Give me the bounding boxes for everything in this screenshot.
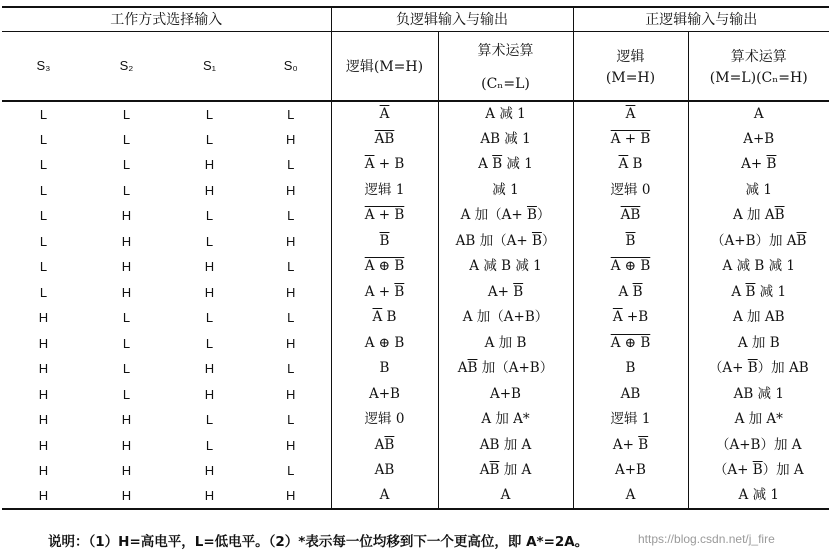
cell-s0: L (287, 310, 295, 326)
cell-neg-arith: A $\overline{B}$ 减 1 (438, 152, 573, 178)
cell-s0: H (286, 131, 296, 147)
table-row (2, 331, 829, 357)
cell-pos-arith: A 加 AB (688, 305, 829, 331)
header-pos-arith-label: 算术运算 (730, 48, 787, 65)
header-neg-arith (438, 31, 573, 101)
cell-neg-arith: $A\overline{B}$ 加 A (438, 458, 573, 484)
cell-neg-logic: A ⊕ B (331, 331, 438, 357)
cell-s2: L (122, 131, 131, 147)
cell-pos-logic: $\overline{AB}$ (573, 203, 688, 229)
cell-neg-arith: A 减 1 (438, 101, 573, 127)
table-row (2, 305, 829, 331)
watermark: https://blog.csdn.net/j_fire (638, 532, 775, 546)
cell-neg-arith: A 减 B 减 1 (438, 254, 573, 280)
cell-s0: L (287, 412, 295, 428)
cell-s3: L (39, 284, 48, 300)
cell-s3: L (39, 131, 48, 147)
cell-neg-logic: $\overline{B}$ (331, 229, 438, 255)
header-s0: S₀ (251, 31, 331, 101)
cell-s2: L (122, 335, 131, 351)
cell-s2: H (121, 233, 132, 249)
cell-s0: L (287, 106, 295, 122)
cell-s1: L (205, 208, 214, 224)
cell-s2: L (122, 106, 131, 122)
cell-s3: L (39, 157, 48, 173)
cell-pos-arith: A (688, 101, 829, 127)
cell-s0: H (286, 182, 296, 198)
cell-s0: L (287, 259, 295, 275)
cell-neg-logic: A + B (331, 203, 438, 229)
cell-s2: H (121, 259, 132, 275)
cell-s3: L (39, 259, 48, 275)
cell-s2: L (122, 386, 131, 402)
cell-s3: L (39, 233, 48, 249)
cell-pos-arith: A 减 1 (688, 484, 829, 510)
cell-s3: H (38, 361, 49, 377)
table-row (2, 356, 829, 382)
cell-pos-logic: $A+ \overline{B}$ (573, 433, 688, 459)
cell-s0: H (286, 284, 296, 300)
cell-neg-arith: A 加$(A+ \overline{B})$ (438, 203, 573, 229)
cell-pos-arith: （A+B）加 A (688, 433, 829, 459)
cell-s1: H (204, 182, 215, 198)
cell-pos-arith: A 加 B (688, 331, 829, 357)
cell-neg-arith: $A+ \overline{B}$ (438, 280, 573, 306)
table-row (2, 280, 829, 306)
cell-neg-arith: AB 加 A (438, 433, 573, 459)
header-pos-arith-cond: (M=L)(Cₙ=H) (709, 69, 808, 86)
cell-s1: L (205, 437, 214, 453)
cell-pos-logic: A+B (573, 458, 688, 484)
cell-s1: H (168, 484, 251, 510)
cell-pos-logic: A + B (573, 127, 688, 153)
function-table (2, 6, 829, 510)
header-positive-logic-group: 正逻辑输入与输出 (573, 7, 829, 31)
header-pos-logic-label: 逻辑 (616, 48, 645, 65)
cell-s1: H (204, 157, 215, 173)
cell-s1: L (205, 106, 214, 122)
cell-pos-arith: AB 减 1 (688, 382, 829, 408)
cell-s3: H (38, 412, 49, 428)
cell-pos-arith: $A+ \overline{B}$ (688, 152, 829, 178)
cell-pos-logic: $\overline{A}$ (573, 101, 688, 127)
cell-pos-logic: A $\overline{B}$ (573, 280, 688, 306)
header-s3: S₃ (2, 31, 85, 101)
cell-neg-arith: A 加（A+B） (438, 305, 573, 331)
cell-neg-arith: $A\overline{B}$ 加（A+B） (438, 356, 573, 382)
cell-neg-logic: $\overline{AB}$ (331, 127, 438, 153)
cell-neg-logic: 逻辑 0 (331, 407, 438, 433)
cell-pos-logic: B (573, 356, 688, 382)
cell-s0: L (287, 361, 295, 377)
cell-pos-logic: $\overline{B}$ (573, 229, 688, 255)
cell-neg-arith: AB 减 1 (438, 127, 573, 153)
footnote: 说明：（1）H=高电平，L=低电平。（2）*表示每一位均移到下一个更高位，即 A*=2A。 (48, 534, 589, 550)
cell-neg-logic: $\overline{A} + B$ (331, 152, 438, 178)
cell-neg-logic: B (331, 356, 438, 382)
cell-neg-arith: AB 加$(A+ \overline{B})$ (438, 229, 573, 255)
cell-pos-logic: A ⊕ B (573, 331, 688, 357)
cell-s2: L (122, 361, 131, 377)
cell-s2: L (122, 157, 131, 173)
table-row (2, 433, 829, 459)
cell-s3: H (38, 386, 49, 402)
cell-s0: H (286, 335, 296, 351)
cell-pos-arith: A 加 A* (688, 407, 829, 433)
cell-s2: H (121, 412, 132, 428)
cell-pos-logic: 逻辑 1 (573, 407, 688, 433)
header-neg-arith-label: 算术运算 (477, 42, 534, 59)
table-row (2, 152, 829, 178)
cell-s1: H (204, 463, 215, 479)
cell-neg-logic: $\overline{A}$ B (331, 305, 438, 331)
header-s1: S₁ (168, 31, 251, 101)
cell-s1: H (204, 386, 215, 402)
cell-s0: H (286, 233, 296, 249)
cell-s1: L (205, 412, 214, 428)
table-row (2, 178, 829, 204)
cell-s3: H (38, 310, 49, 326)
cell-neg-logic: $\overline{A}$ (331, 101, 438, 127)
function-table-body (2, 101, 829, 509)
cell-s3: H (2, 484, 85, 510)
cell-pos-logic: $\overline{A} +B$ (573, 305, 688, 331)
cell-pos-arith: $(A+ \overline{B})$加 AB (688, 356, 829, 382)
header-pos-logic (573, 31, 688, 101)
table-row (2, 229, 829, 255)
cell-s0: L (287, 463, 295, 479)
table-row (2, 407, 829, 433)
cell-s2: H (85, 484, 168, 510)
cell-s0: H (286, 437, 296, 453)
cell-s3: H (38, 463, 49, 479)
table-row (2, 254, 829, 280)
table-row (2, 203, 829, 229)
cell-neg-logic: 逻辑 1 (331, 178, 438, 204)
table-row (2, 458, 829, 484)
cell-s0: H (251, 484, 331, 510)
cell-pos-logic: AB (573, 382, 688, 408)
cell-s0: H (286, 386, 296, 402)
cell-s1: L (205, 310, 214, 326)
cell-pos-logic: 逻辑 0 (573, 178, 688, 204)
cell-pos-logic: $\overline{A}$ B (573, 152, 688, 178)
table-row (2, 382, 829, 408)
cell-neg-logic: $A + \overline{B}$ (331, 280, 438, 306)
cell-neg-logic: $A\overline{B}$ (331, 433, 438, 459)
cell-s0: L (287, 208, 295, 224)
cell-s3: L (39, 182, 48, 198)
cell-neg-logic: A+B (331, 382, 438, 408)
cell-pos-logic: A ⊕ B (573, 254, 688, 280)
table-row (2, 484, 829, 510)
table-row (2, 101, 829, 127)
cell-s2: H (121, 437, 132, 453)
cell-neg-arith: A 加 A* (438, 407, 573, 433)
header-select-group: 工作方式选择输入 (2, 7, 331, 31)
cell-s0: L (287, 157, 295, 173)
cell-neg-logic: A ⊕ B (331, 254, 438, 280)
cell-s2: H (121, 284, 132, 300)
cell-pos-arith: A+B (688, 127, 829, 153)
table-row (2, 127, 829, 153)
cell-s2: L (122, 310, 131, 326)
cell-s1: H (204, 361, 215, 377)
header-pos-logic-cond: (M=H) (605, 69, 656, 86)
cell-neg-arith: 减 1 (438, 178, 573, 204)
cell-s1: L (205, 335, 214, 351)
cell-neg-arith: A (438, 484, 573, 510)
header-neg-arith-cond: (Cₙ=L) (481, 75, 530, 92)
cell-s2: H (121, 208, 132, 224)
cell-s2: H (121, 463, 132, 479)
header-s2: S₂ (85, 31, 168, 101)
cell-s1: H (204, 259, 215, 275)
cell-neg-arith: A 加 B (438, 331, 573, 357)
cell-pos-arith: （A+B）加 $A\overline{B}$ (688, 229, 829, 255)
cell-pos-arith: A 加 $A\overline{B}$ (688, 203, 829, 229)
cell-s3: H (38, 437, 49, 453)
header-negative-logic-group: 负逻辑输入与输出 (331, 7, 573, 31)
cell-pos-logic: A (573, 484, 688, 510)
cell-s3: L (39, 208, 48, 224)
cell-pos-arith: A 减 B 减 1 (688, 254, 829, 280)
cell-s1: L (205, 131, 214, 147)
cell-s2: L (122, 182, 131, 198)
cell-s1: L (205, 233, 214, 249)
cell-neg-arith: A+B (438, 382, 573, 408)
cell-s3: L (39, 106, 48, 122)
cell-neg-logic: A (331, 484, 438, 510)
header-pos-arith (688, 31, 829, 101)
cell-pos-arith: A $\overline{B}$ 减 1 (688, 280, 829, 306)
cell-pos-arith: 减 1 (688, 178, 829, 204)
header-neg-logic: 逻辑(M=H) (331, 31, 438, 101)
cell-neg-logic: AB (331, 458, 438, 484)
cell-s3: H (38, 335, 49, 351)
cell-s1: H (204, 284, 215, 300)
cell-pos-arith: $(A+ \overline{B})$加 A (688, 458, 829, 484)
